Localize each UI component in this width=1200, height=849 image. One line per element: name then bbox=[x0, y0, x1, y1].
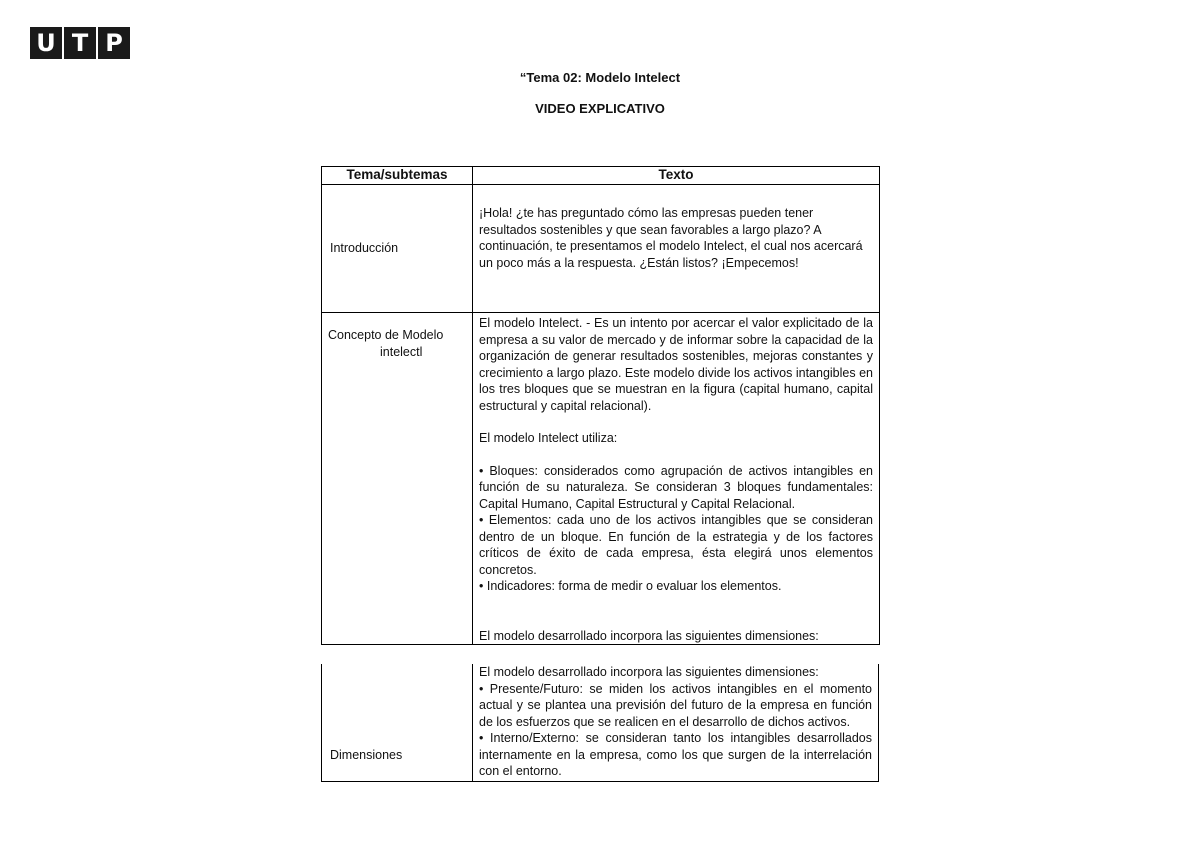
text-cell bbox=[473, 313, 880, 645]
paragraph: El modelo desarrollado incorpora las siguientes dimensiones: bbox=[479, 628, 819, 643]
table-header-row bbox=[322, 167, 880, 185]
bullet-item: • Presente/Futuro: se miden los activos intangibles en el momento actual y se plantea una previsión del futuro de la empresa en función de los esfuerzos que se realicen en el desarrollo de dichos activos. bbox=[479, 681, 872, 729]
bullet-item: • Indicadores: forma de medir o evaluar los elementos. bbox=[479, 579, 782, 593]
paragraph: El modelo Intelect utiliza: bbox=[479, 431, 618, 445]
text-cell bbox=[473, 185, 880, 313]
document-title: “Tema 02: Modelo Intelect bbox=[519, 70, 681, 85]
logo-letter: T bbox=[64, 27, 96, 59]
logo-letter: P bbox=[98, 27, 130, 59]
bullet-item: • Interno/Externo: se consideran tanto los intangibles desarrollados internamente en la empresa, como los que surgen de la interrelación con el entorno. bbox=[479, 731, 872, 778]
topic-label-line2: intelectl bbox=[380, 345, 423, 359]
header-text: Texto bbox=[473, 167, 880, 185]
intro-text: ¡Hola! ¿te has preguntado cómo las empresas pueden tener resultados sostenibles y que sean favorables a largo plazo? A continuación, te presentamos el modelo Intelect, el cual nos acercará un poco más a la respuesta. ¿Están listos? ¡Empecemos! bbox=[479, 206, 863, 270]
header-topic: Tema/subtemas bbox=[322, 167, 473, 185]
document-subtitle: VIDEO EXPLICATIVO bbox=[535, 101, 665, 116]
paragraph: El modelo Intelect. - Es un intento por acercar el valor explicitado de la empresa a su valor de mercado y de informar sobre la capacidad de la organización de generar resultados sostenibles, mejoras constantes y crecimiento a largo plazo. Este modelo divide los activos intangibles en los tres bloques que se muestran en la figura (capital humano, capital estructural y capital relacional). bbox=[479, 316, 873, 413]
topic-cell bbox=[322, 664, 473, 781]
topic-label bbox=[328, 327, 466, 361]
dimensions-block bbox=[321, 664, 879, 782]
bullet-item: • Bloques: considerados como agrupación de activos intangibles en función de su naturaleza. Se consideran 3 bloques fundamentales: Capital Humano, Capital Estructural y Capital Relacional. bbox=[479, 463, 873, 511]
bullet-item: • Elementos: cada uno de los activos intangibles que se consideran dentro de un bloque. En función de la estrategia y de los factores críticos de éxito de cada empresa, ésta elegirá unos elementos concretos. bbox=[479, 513, 873, 577]
text-cell bbox=[473, 664, 878, 781]
content-table bbox=[321, 166, 880, 645]
table-row-intro bbox=[322, 185, 880, 313]
logo-letter: U bbox=[30, 27, 62, 59]
topic-label: Dimensiones bbox=[330, 747, 403, 762]
paragraph: El modelo desarrollado incorpora las siguientes dimensiones: bbox=[479, 665, 819, 679]
topic-label-line1: Concepto de Modelo bbox=[328, 328, 444, 342]
topic-cell bbox=[322, 313, 473, 645]
topic-label: Introducción bbox=[330, 241, 399, 255]
table-row-concept bbox=[322, 313, 880, 645]
topic-cell bbox=[322, 185, 473, 313]
utp-logo bbox=[30, 27, 130, 59]
